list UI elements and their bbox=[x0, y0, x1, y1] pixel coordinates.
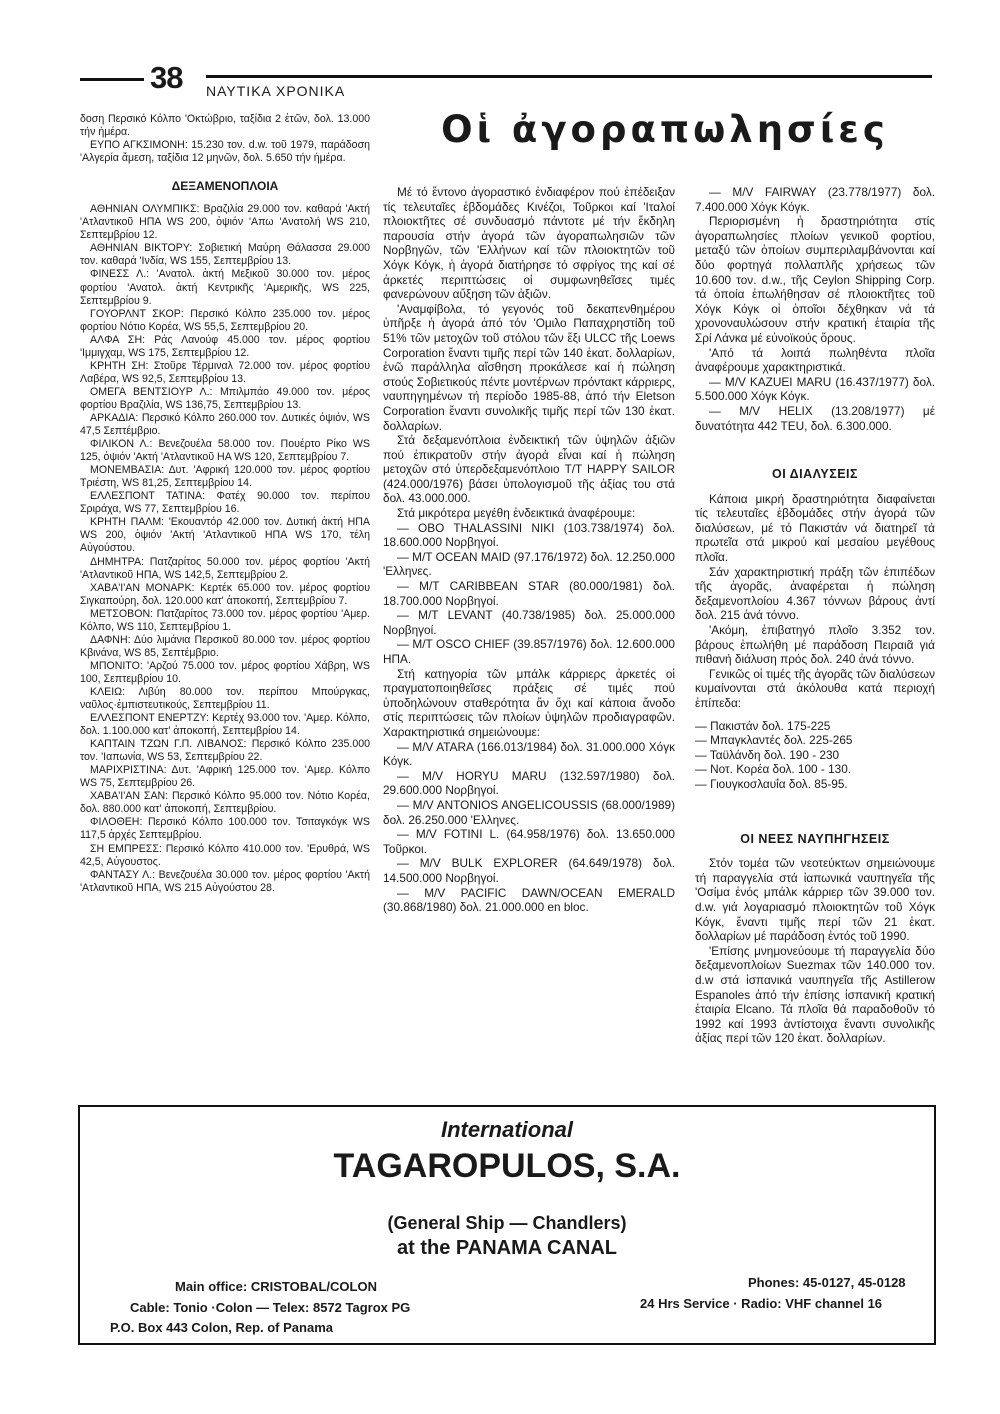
scrap-paragraph-4: Γενικῶς οἱ τιμές τῆς ἀγορᾶς τῶν διαλύσεων κυμαίνονται στά ἀκόλουθα κατά περιοχή ἐπίπεδα: bbox=[695, 666, 935, 710]
tanker-entry: ΔΗΜΗΤΡΑ: Πατζαρίτος 50.000 τον. μέρος φορτίου 'Ακτή 'Ατλαντικοῦ ΗΠΑ, WS 142,5, Σεπτεμβρίου 2. bbox=[80, 555, 370, 581]
header-rule-left bbox=[80, 78, 144, 81]
section-title-newbuildings: ΟΙ ΝΕΕΣ ΝΑΥΠΗΓΗΣΕΙΣ bbox=[740, 831, 890, 846]
tanker-entry: ΜΟΝΕΜΒΑΣΙΑ: Δυτ. 'Αφρική 120.000 τον. μέρος φορτίου Τριέστη, WS 81,25, Σεπτεμβρίου 14. bbox=[80, 464, 370, 490]
tanker-entry: ΑΘΗΝΙΑΝ ΟΛΥΜΠΙΚΣ: Βραζιλία 29.000 τον. καθαρά 'Ακτή 'Ατλαντικοῦ ΗΠΑ WS 200, ὀψιόν 'Απω 'Ανατολή WS 210, Σεπτεμβρίου 12. bbox=[80, 203, 370, 242]
right-paragraph-2: 'Από τά λοιπά πωληθέντα πλοῖα ἀναφέρουμε χαρακτηριστικά. bbox=[695, 345, 935, 375]
newbuild-paragraph-2: 'Επίσης μνημονεύουμε τή παραγγελία δύο δεξαμενοπλοίων Suezmax τῶν 140.000 τον. d.w στά ἰσπανικά ναυπηγεῖα τῆς Astillerow Espanoles ἀπό τήν ἐπίσης ἰσπανική κρατική ἑταιρία Elcano. Τά πλοῖα θά παραδοθοῦν τό 1992 καί 1993 ἀντίστοιχα ἔναντι συνολικῆς ἀξίας περί τῶν 120 ἑκατ. δολλαρίων. bbox=[695, 943, 935, 1046]
page-number: 38 bbox=[150, 60, 183, 95]
newbuild-paragraph-1: Στόν τομέα τῶν νεοτεύκτων σημειώνουμε τή παραγγελία στά ἰαπωνικά ναυπηγεῖα τῆς 'Οσίμα ἑνός μπάλκ κάρριερ τῶν 39.000 τον. d.w. γιά λογαριασμό πλοιοκτητῶν τοῦ Χόγκ Κόγκ, ἔναντι τιμῆς περί τῶν 21 ἑκατ. δολλαρίων μέ παράδοση ἐντός τοῦ 1990. bbox=[695, 856, 935, 944]
tanker-entry: ΔΑΦΝΗ: Δύο λιμάνια Περσικοῦ 80.000 τον. μέρος φορτίου Κβινάνα, WS 85, Σεπτέμβριο. bbox=[80, 633, 370, 659]
sale-item: — M/V ANTONIOS ANGELICOUSSIS (68.000/1989) δολ. 26.250.000 'Ελληνες. bbox=[383, 797, 675, 827]
section-title-scrapping: ΟΙ ΔΙΑΛΥΣΕΙΣ bbox=[771, 467, 859, 482]
scrap-paragraph-3: 'Ακόμη, ἐπιβατηγό πλοῖο 3.352 τον. βάρους ἐπωλήθη μέ παράδοση Πειραιᾶ γιά πιθανή διάλυση πρός δολ. 240 ἀνά τόννο. bbox=[695, 623, 935, 667]
ad-main-office: Main office: CRISTOBAL/COLON bbox=[175, 1279, 377, 1294]
tanker-entry: ΜΠΟΝΙΤΟ: 'Αρζού 75.000 τον. μέρος φορτίου Χάβρη, WS 100, Σεπτεμβρίου 10. bbox=[80, 659, 370, 685]
tanker-entry: ΑΛΦΑ ΣΗ: Ράς Λανούφ 45.000 τον. μέρος φορτίου 'Ιμμιγχαμ, WS 175, Σεπτεμβρίου 12. bbox=[80, 333, 370, 359]
mid-paragraph-4: Στά μικρότερα μεγέθη ἐνδεικτικά ἀναφέρουμε: bbox=[397, 506, 636, 521]
sale-item: — M/V ATARA (166.013/1984) δολ. 31.000.000 Χόγκ Κόγκ. bbox=[383, 739, 675, 769]
tanker-entry: ΟΜΕΓΑ ΒΕΝΤΣΙΟΥΡ Λ.: Μπιλμπάο 49.000 τον. μέρος φορτίου Βραζιλία, WS 136,75, Σεπτεμβρίου 13. bbox=[80, 385, 370, 411]
tanker-sales-list bbox=[383, 521, 675, 667]
scrap-price-list bbox=[695, 719, 935, 792]
sale-item: — M/T OSCO CHIEF (39.857/1976) δολ. 12.600.000 ΗΠΑ. bbox=[383, 637, 675, 666]
sale-item: — M/V PACIFIC DAWN/OCEAN EMERALD (30.868/1980) δολ. 21.000.000 en bloc. bbox=[383, 885, 675, 915]
tanker-entry: ΚΑΠΤΑΙΝ ΤΖΩΝ Γ.Π. ΛΙΒΑΝΟΣ: Περσικό Κόλπο 235.000 τον. 'Ιαπωνία, WS 53, Σεπτεμβρίου 22. bbox=[80, 738, 370, 764]
left-intro-1: δοση Περσικό Κόλπο 'Οκτώβριο, ταξίδια 2 ἐτῶν, δολ. 13.000 τήν ἡμέρα. bbox=[80, 113, 370, 139]
sale-item: — M/V FOTINI L. (64.958/1976) δολ. 13.650.000 Τοῦρκοι. bbox=[383, 827, 675, 856]
ad-tagline: International bbox=[440, 1117, 573, 1142]
left-column bbox=[80, 113, 370, 895]
tanker-entry: ΦΑΝΤΑΣΥ Λ.: Βενεζουέλα 30.000 τον. μέρος φορτίου 'Ακτή 'Ατλαντικοῦ ΗΠΑ, WS 215 Αὐγούστου 28. bbox=[80, 868, 370, 894]
tanker-entry: ΦΙΛΙΚΟΝ Λ.: Βενεζουέλα 58.000 τον. Πουέρτο Ρίκο WS 125, ὀψιόν 'Ακτή 'Ατλαντικοῦ ΗΑ WS 120, Σεπτεμβρίου 7. bbox=[80, 438, 370, 464]
sale-item: — M/T LEVANT (40.738/1985) δολ. 25.000.000 Νορβηγοί. bbox=[383, 608, 675, 637]
mid-paragraph-3: Στά δεξαμενόπλοια ἐνδεικτική τῶν ὑψηλῶν ἀξιῶν πού ἐπικρατοῦν στήν ἀγορά εἶναι καί ἡ πώληση μετοχῶν στό ὑπερδεξαμενόπλοιο T/T HAPPY SAILOR (424.000/1976) βάσει ὑπολογισμοῦ τῆς ἀξίας του στά δολ. 43.000.000. bbox=[383, 433, 675, 506]
left-intro-2: ΕΥΠΟ ΑΓΚΣΙΜΟΝΗ: 15.230 τον. d.w. τοῦ 1979, παράδοση 'Αλγερία ἄμεση, ταξίδια 12 μηνῶν, δολ. 5.650 τήν ἡμέρα. bbox=[80, 139, 370, 165]
ad-service: (General Ship — Chandlers) bbox=[387, 1213, 627, 1233]
tanker-entry: ΓΟΥΟΡΛΝΤ ΣΚΟΡ: Περσικό Κόλπο 235.000 τον. μέρος φορτίου Νότιο Κορέα, WS 55,5, Σεπτεμβρίου 20. bbox=[80, 307, 370, 333]
scrap-price-item: — Πακιστάν δολ. 175-225 bbox=[695, 718, 831, 733]
tanker-entry: ΜΑΡΙΧΡΙΣΤΙΝΑ: Δυτ. 'Αφρική 125.000 τον. 'Αμερ. Κόλπο WS 75, Σεπτεμβρίου 26. bbox=[80, 764, 370, 790]
tanker-entry: ΑΡΚΑΔΙΑ: Περσικό Κόλπο 260.000 τον. Δυτικές ὀψιόν, WS 47,5 Σεπτέμβριο. bbox=[80, 411, 370, 438]
sale-item: — M/V BULK EXPLORER (64.649/1978) δολ. 14.500.000 Νορβηγοί. bbox=[383, 856, 675, 885]
advertisement-box bbox=[78, 1105, 936, 1345]
sale-item: — M/V HORYU MARU (132.597/1980) δολ. 29.600.000 Νορβηγοί. bbox=[383, 768, 675, 798]
ad-cable-telex: Cable: Tonio ·Colon — Telex: 8572 Tagrox PG bbox=[130, 1300, 411, 1315]
sale-item: — OBO THALASSINI NIKI (103.738/1974) δολ. 18.600.000 Νορβηγοί. bbox=[383, 520, 675, 550]
scrap-price-item: — Νοτ. Κορέα δολ. 100 - 130. bbox=[695, 762, 852, 777]
article-title: Οἱ ἀγοραπωλησίες bbox=[441, 108, 889, 151]
scrap-price-item: — Γιουγκοσλαυΐα δολ. 85-95. bbox=[695, 776, 848, 791]
mid-paragraph-2: 'Αναμφίβολα, τό γεγονός τοῦ δεκαπενθημέρου ὑπῆρξε ἡ ἀγορά ἀπό τόν 'Ομιλο Παπαχρηστίδη τοῦ 51% τῶν μετοχῶν τοῦ στόλου τῶν ἕξι ULCC τῆς Loews Corporation ἔναντι τιμῆς περί τῶν 140 ἑκατ. δολλαρίων, ἐνῶ παράλληλα αἴσθηση προκάλεσε καί ἡ πώληση στούς Σοβιετικούς πέντε μοντέρνων πρόντακτ κάρριερς, ναυπηγημένων τή περίοδο 1985-88, ἀπό τήν Eletson Corporation ἔναντι συνολικῆς τιμῆς περί τῶν 130 ἑκατ. δολλαρίων. bbox=[383, 301, 675, 433]
tanker-entry: ΕΛΛΕΣΠΟΝΤ ΤΑΤΙΝΑ: Φατέχ 90.000 τον. περίπου Σριράχα, WS 77, Σεπτεμβρίου 16. bbox=[80, 490, 370, 516]
tanker-entry: ΜΕΤΣΟΒΟΝ: Πατζαρίτος 73.000 τον. μέρος φορτίου 'Αμερ. Κόλπο, WS 110, Σεπτεμβρίου 1. bbox=[80, 607, 370, 633]
tanker-entries bbox=[80, 203, 370, 894]
tanker-entry: ΑΘΗΝΙΑΝ ΒΙΚΤΟΡΥ: Σοβιετική Μαύρη Θάλασσα 29.000 τον. καθαρά 'Ινδία, WS 155, Σεπτεμβρίου 13. bbox=[80, 242, 370, 268]
tanker-entry: ΣΗ ΕΜΠΡΕΣΣ: Περσικό Κόλπο 410.000 τον. 'Ερυθρά, WS 42,5, Αὐγουστος. bbox=[80, 842, 370, 868]
mid-paragraph-1: Μέ τό ἔντονο ἀγοραστικό ἐνδιαφέρον πού ἐπέδειξαν τίς τελευταῖες ἑβδομάδες Κινέζοι, Τοῦρκοι καί 'Ιταλοί πλοιοκτῆτες σέ συνδυασμό πάντοτε μέ τήν ἔκδηλη παρουσία στήν ἀγορά τῶν ἀγοραπωλησιῶν τῶν Νορβηγῶν, τῶν 'Ελλήνων καί τῶν πλοιοκτητῶν τοῦ Χόγκ Κόγκ, ἡ ἀγορά διατήρησε τό σφρίγος της καί σέ ἀρκετές περιπτώσεις οἱ συμφωνηθεῖσες τιμές φανερώνουν αὔξηση τῶν ἀξιῶν. bbox=[383, 185, 675, 302]
right-column bbox=[695, 185, 935, 1046]
tanker-entry: ΚΡΗΤΗ ΣΗ: Στοῦρε Τέρμιναλ 72.000 τον. μέρος φορτίου Λαβέρα, WS 92,5, Σεπτεμβρίου 13. bbox=[80, 359, 370, 385]
ad-location: at the PANAMA CANAL bbox=[397, 1237, 617, 1259]
tanker-entry: ΚΡΗΤΗ ΠΑΛΜ: 'Εκουαντόρ 42.000 τον. Δυτική ἀκτή ΗΠΑ WS 200, ὀψιόν 'Ακτή 'Ατλαντικοῦ ΗΠΑ WS 170, τέλη Αὐγούστου. bbox=[80, 516, 370, 555]
publication-name: ΝΑΥΤΙΚΑ ΧΡΟΝΙΚΑ bbox=[206, 83, 346, 99]
tanker-entry: ΚΛΕΙΩ: Λιβύη 80.000 τον. περίπου Μπούργκας, ναῦλος·ἐμπιστευτικούς, Σεπτεμβρίου 11. bbox=[80, 685, 370, 712]
sale-item: — M/T OCEAN MAID (97.176/1972) δολ. 12.250.000 'Ελληνες. bbox=[383, 549, 675, 579]
right-item-helix: — M/V HELIX (13.208/1977) μέ δυνατότητα 442 TEU, δολ. 6.300.000. bbox=[695, 403, 935, 433]
tanker-entry: ΦΙΛΟΘΕΗ: Περσικό Κόλπο 100.000 τον. Τσιταγκόγκ WS 117,5 ἀρχές Σεπτεμβρίου. bbox=[80, 816, 370, 842]
right-intro-item: — M/V FAIRWAY (23.778/1977) δολ. 7.400.000 Χόγκ Κόγκ. bbox=[695, 185, 935, 214]
tanker-entry: ΕΛΛΕΣΠΟΝΤ ΕΝΕΡΤΖΥ: Κερτέχ 93.000 τον. 'Αμερ. Κόλπο, δολ. 1.100.000 κατ' ἀποκοπή, Σεπτεμβρίου 14. bbox=[80, 712, 370, 738]
ad-po-box: P.O. Box 443 Colon, Rep. of Panama bbox=[110, 1320, 333, 1335]
tanker-entry: ΧΑΒΑ'Ι'ΑΝ ΣΑΝ: Περσικό Κόλπο 95.000 τον. Νότιο Κορέα, δολ. 880.000 κατ' ἀποκοπή, Σεπτεμβρίου. bbox=[80, 790, 370, 816]
tanker-entry: ΧΑΒΑ'Ι'ΑΝ ΜΟΝΑΡΚ: Κερτέκ 65.000 τον. μέρος φορτίου Σιγκαπούρη, δολ. 120.000 κατ' ἀποκοπή, Σεπτεμβρίου 7. bbox=[80, 581, 370, 607]
tanker-entry: ΦΙΝΕΣΣ Λ.: 'Ανατολ. ἀκτή Μεξικοῦ 30.000 τον. μέρος φορτίου 'Ανατολ. ἀκτή Κεντρικῆς 'Αμερικῆς, WS 225, Σεπτεμβρίου 9. bbox=[80, 268, 370, 307]
ad-phones: Phones: 45-0127, 45-0128 bbox=[748, 1275, 906, 1290]
ad-company-name: TAGAROPULOS, S.A. bbox=[333, 1147, 681, 1185]
bulk-sales-list bbox=[383, 740, 675, 915]
bulk-paragraph: Στή κατηγορία τῶν μπάλκ κάρριερς ἀρκετές οἱ πραγματοποιηθεῖσες πράξεις σέ τιμές πού ὑποδηλώνουν σταθερότητα ἄν ὄχι καί κάποια ἄνοδο στίς περιπτώσεις τῶν πλοίων ὑψηλῶν προδιαγραφῶν. Χαρακτηριστικά σημειώνουμε: bbox=[383, 666, 675, 739]
header-rule-right bbox=[206, 75, 932, 78]
scrap-price-item: — Ταϋλάνδη δολ. 190 - 230 bbox=[695, 747, 840, 762]
scrap-paragraph-2: Σάν χαρακτηριστική πράξη τῶν ἐπιπέδων τῆς ἀγορᾶς, ἀναφέρεται ἡ πώληση δεξαμενοπλοίου 4.367 τόννων βάρους ἀντί δολ. 215 ἀνά τόννο. bbox=[695, 564, 935, 623]
middle-column bbox=[383, 185, 675, 915]
right-paragraph-1: Περιορισμένη ἡ δραστηριότητα στίς ἀγοραπωλησίες πλοίων γενικοῦ φορτίου, μεταξύ τῶν ὁποίων συμπεριλαμβάνονται καί δύο φορτηγά πολλαπλῆς χρήσεως τῶν 10.600 τον. d.w., τῆς Ceylon Shipping Corp. τά ὁποία ἐπωλήθησαν σέ πλοιοκτῆτες τοῦ Χόγκ Κόγκ οἱ ὁποῖοι δέχθηκαν νά τά χρονοναυλώσουν στήν κρατική ἑταιρία τῆς Σρί Λάνκα μέ εὐνοϊκούς ὅρους. bbox=[695, 214, 935, 345]
scrap-paragraph-1: Κάποια μικρή δραστηριότητα διαφαίνεται τίς τελευταῖες ἑβδομάδες στήν ἀγορά τῶν διαλύσεων, μέ τό Πακιστάν νά διατηρεῖ τά πρωτεῖα στά μικρού καί μεσαίου μεγέθους πλοῖα. bbox=[695, 491, 935, 565]
sale-item: — M/T CARIBBEAN STAR (80.000/1981) δολ. 18.700.000 Νορβηγοί. bbox=[383, 579, 675, 608]
right-item-kazuei: — M/V KAZUEI MARU (16.437/1977) δολ. 5.500.000 Χόγκ Κόγκ. bbox=[695, 374, 935, 404]
ad-radio-service: 24 Hrs Service · Radio: VHF channel 16 bbox=[640, 1296, 883, 1311]
scrap-price-item: — Μπαγκλαντές δολ. 225-265 bbox=[695, 733, 853, 748]
section-title-tankers: ΔΕΞΑΜΕΝΟΠΛΟΙΑ bbox=[171, 179, 279, 194]
